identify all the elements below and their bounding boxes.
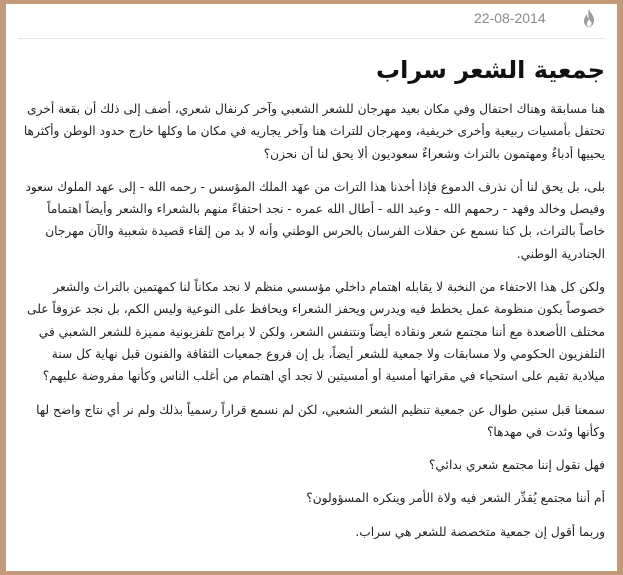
article-body (18, 98, 605, 554)
article-paragraph-6: أم أننا مجتمع يُقدِّر الشعر فيه ولاة الأمر وينكره المسؤولون؟ (306, 491, 605, 506)
article-paragraph-5: فهل نقول إننا مجتمع شعري بدائي؟ (428, 458, 605, 473)
article-paragraph-7: وربما أقول إن جمعية متخصصة للشعر هي سراب. (355, 524, 605, 539)
article-paragraph-2: بلى، بل يحق لنا أن نذرف الدموع فإذا أخذنا هذا التراث من عهد الملك المؤسس - رحمه الله - إلى عهد الملوك سعود وفيصل وخالد وفهد - رحمهم الله - وعبد الله - أطال الله عمره - نجد احتفاءً منهم بالشعراء والشعر وأيضاً اهتماماً خاصاً بالتراث، بل كنا نسمع عن حفلات الفرسان بالحرس الوطني وأنه لا بد من إلقاء قصيدة شعبية والآن مهرجان الجنادرية الوطني. (25, 179, 605, 261)
article-paragraph-3: ولكن كل هذا الاحتفاء من النخبة لا يقابله اهتمام داخلي مؤسسي منظم لا نجد مكاناً لنا كمهتمين بالتراث والشعر خصوصاً يكون منظومة عمل يخطط فيه ويدرس ويحفز الشعراء ويحافظ على النوعية وليس الكم، بل نجد عزوفاً على مختلف الأصعدة مع أننا مجتمع شعر ونقاده أيضاً ونتنفس الشعر، ولكن لا برامج تلفزيونية مميزة للشعر الشعبي في التلفزيون الحكومي ولا مسابقات ولا جمعية للشعر أيضاً، بل إن فروع جمعيات الثقافة والفنون قبل نهاية كل سنة ميلادية تقيم على استحياء في مقراتها أمسية أو أمسيتين لا تجد أي اهتمام من أغلب الناس وكأنها مفروضة عليهم؟ (27, 280, 605, 384)
article-panel (6, 4, 617, 571)
header-divider (18, 38, 605, 39)
flame-icon (582, 8, 596, 28)
article-paragraph-4: سمعنا قبل سنين طوال عن جمعية تنظيم الشعر الشعبي، لكن لم نسمع قراراً رسمياً بذلك ولم نر أي نتاج واضح لها وكأنها وئدت في مهدها؟ (36, 402, 605, 439)
article-title: جمعية الشعر سراب (375, 56, 605, 84)
publish-date: 22-08-2014 (474, 10, 546, 26)
article-paragraph-1: هنا مسابقة وهناك احتفال وفي مكان بعيد مهرجان للشعر الشعبي وآخر كرنفال شعري، أضف إلى ذلك أن بقعة أخرى تحتفل بأمسيات ربيعية وأخرى خريفية، ومهرجان للتراث هنا وآخر يجاريه في مكان ما وكلها خارج حدود الوطن وأكثرها يحييها أدباءٌ ومهتمون بالتراث وشعراءٌ سعوديون ألا يحق لنا أن نحزن؟ (23, 102, 605, 161)
article-meta-bar (6, 4, 617, 32)
